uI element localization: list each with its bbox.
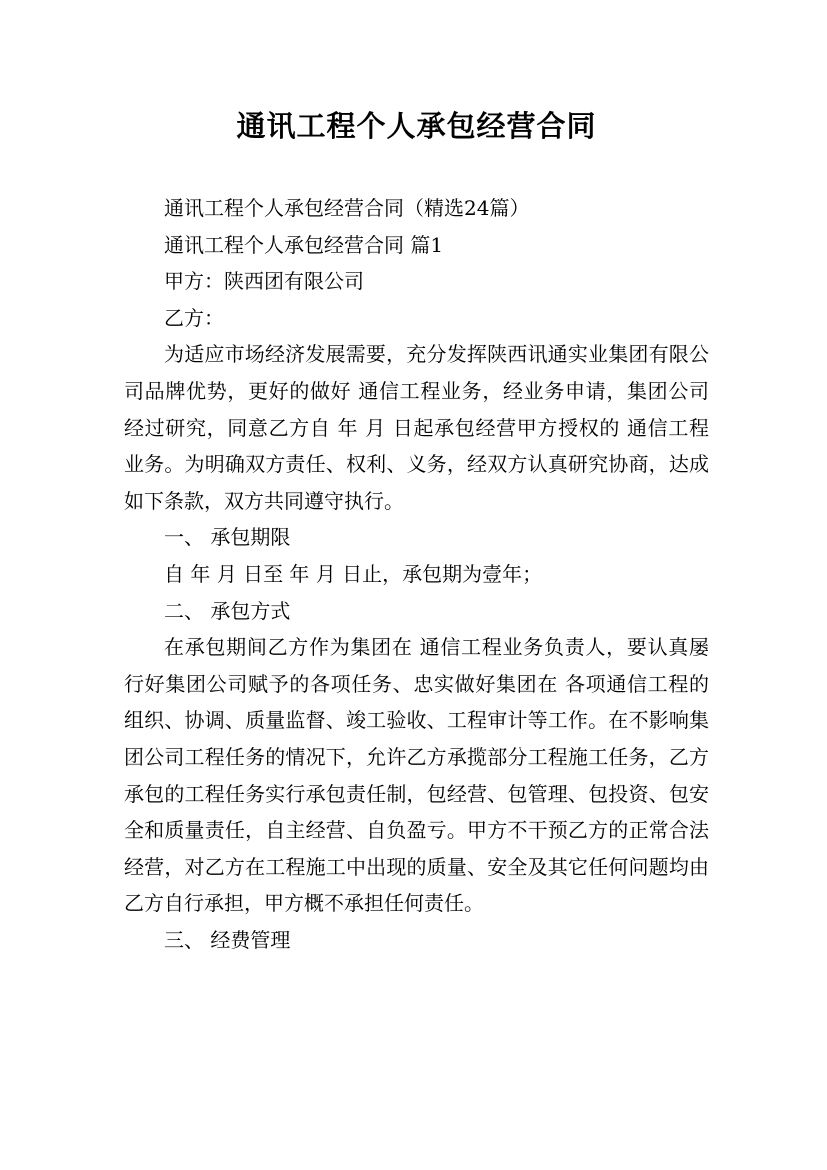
subtitle-line: 通讯工程个人承包经营合同（精选24篇） — [164, 196, 530, 220]
party-b-line: 乙方： — [164, 305, 224, 330]
clause-heading-funding: 三、 经费管理 — [164, 927, 291, 952]
method-paragraph: 在承包期间乙方作为集团在 通信工程业务负责人，要认真屡行好集团公司赋予的各项任务、忠实做好集团在 各项通信工程的组织、协调、质量监督、竣工验收、工程审计等工作。在不影响集团公司工程任务的情况下，允许乙方承揽部分工程施工任务，乙方承包的工程任务实行承包责任制，包经营、包管理、包投资、包安全和质量责任，自主经营、自负盈亏。甲方不干预乙方的正常合法经营，对乙方在工程施工中出现的质量、安全及其它任何问题均由乙方自行承担，甲方概不承担任何责任。 — [124, 635, 709, 916]
document-body — [124, 150, 709, 958]
preamble-paragraph: 为适应市场经济发展需要，充分发挥陕西讯通实业集团有限公司品牌优势，更好的做好 通信工程业务，经业务申请，集团公司经过研究，同意乙方自 年 月 日起承包经营甲方授权的 通信工程业务。为明确双方责任、权利、义务，经双方认真研究协商，达成如下条款，双方共同遵守执行。 — [124, 342, 709, 513]
term-paragraph: 自 年 月 日至 年 月 日止，承包期为壹年； — [164, 561, 543, 586]
section-heading: 通讯工程个人承包经营合同 篇1 — [164, 232, 444, 257]
clause-heading-method: 二、 承包方式 — [164, 598, 291, 623]
clause-heading-term: 一、 承包期限 — [164, 525, 291, 550]
document-title: 通讯工程个人承包经营合同 — [236, 109, 597, 143]
party-a-line: 甲方：陕西团有限公司 — [164, 269, 364, 294]
